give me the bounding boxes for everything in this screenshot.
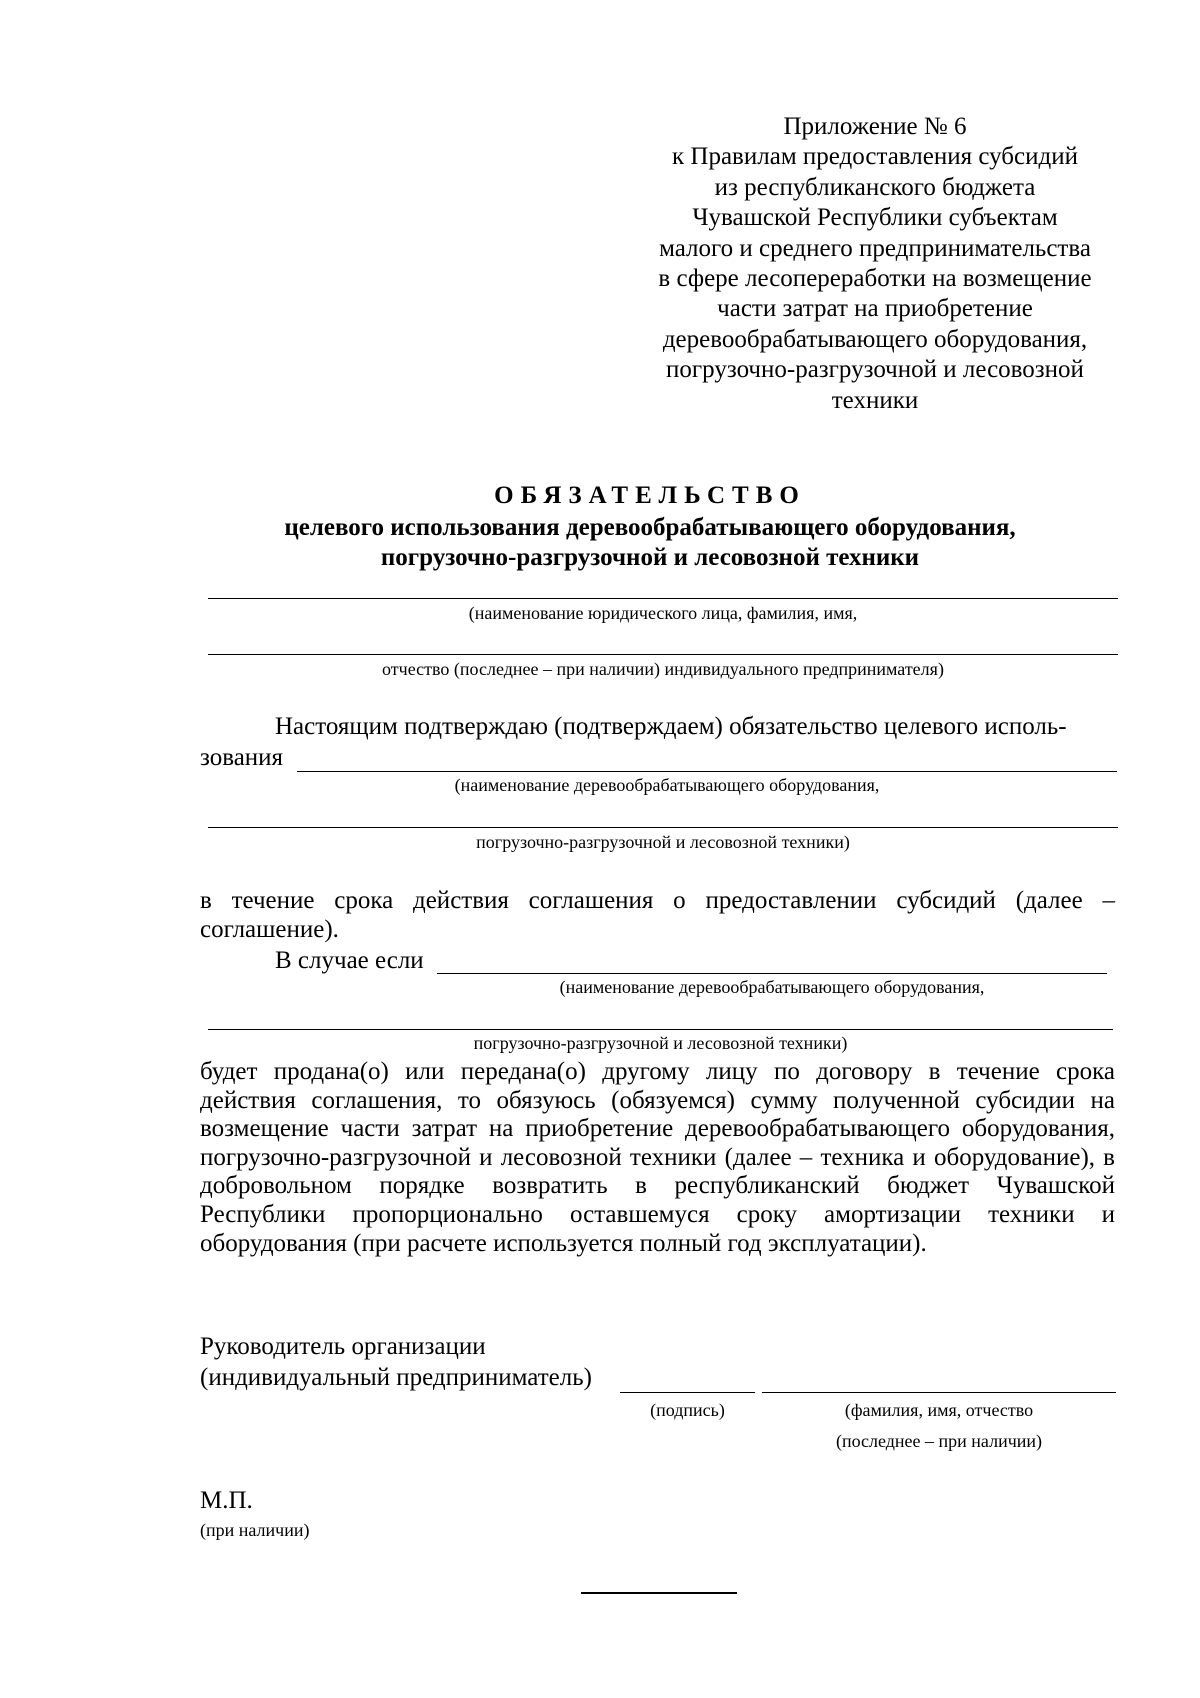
appendix-line: погрузочно-разгрузочной и лесовозной xyxy=(666,356,1084,384)
case-body-paragraph: будет продана(о) или передана(о) другому лицу по договору в течение срока действия соглашения, то обязуюсь (обязуемся) сумму полученной субсидии на возмещение части затрат на приобретение деревообрабатывающего оборудования, погрузочно-разгрузочной и лесовозной техники (далее – техника и оборудование), в добровольном порядке возвратить в республиканский бюджет Чувашской Республики пропорционально оставшемуся сроку амортизации техники и оборудования (при расчете используется полный год эксплуатации). xyxy=(200,1058,1115,1257)
entity-name-field-line-1[interactable] xyxy=(208,598,1118,599)
entity-name-caption-1: (наименование юридического лица, фамилия, имя, xyxy=(468,603,858,623)
appendix-header xyxy=(640,112,1110,416)
entity-name-field-line-2[interactable] xyxy=(208,654,1118,655)
equipment-caption-2: погрузочно-разгрузочной и лесовозной техники) xyxy=(476,832,850,852)
full-name-field-line[interactable] xyxy=(762,1392,1116,1393)
appendix-line: Приложение № 6 xyxy=(783,113,967,140)
stamp-note: (при наличии) xyxy=(200,1520,310,1540)
appendix-line: техники xyxy=(831,386,919,414)
appendix-line: деревообрабатывающего оборудования, xyxy=(662,325,1088,353)
appendix-line: малого и среднего предпринимательства xyxy=(659,234,1091,262)
equipment-field-line-1[interactable] xyxy=(297,771,1117,772)
document-title xyxy=(200,481,1100,573)
signature-role-line-1: Руководитель организации xyxy=(200,1333,486,1360)
appendix-line: части затрат на приобретение xyxy=(717,295,1033,323)
confirmation-line-1: Настоящим подтверждаю (подтверждаем) обязательство целевого исполь- xyxy=(275,713,1067,740)
case-prefix: В случае если xyxy=(275,947,424,974)
full-name-caption-2: (последнее – при наличии) xyxy=(835,1431,1043,1451)
full-name-caption-1: (фамилия, имя, отчество xyxy=(844,1400,1034,1420)
appendix-line: к Правилам предоставления субсидий xyxy=(672,143,1078,171)
signature-role-line-2: (индивидуальный предприниматель) xyxy=(200,1364,592,1391)
title-line-1: целевого использования деревообрабатывающего оборудования, xyxy=(284,514,1016,541)
case-equipment-caption-2: погрузочно-разгрузочной и лесовозной техники) xyxy=(473,1033,848,1053)
case-equipment-field-line-1[interactable] xyxy=(437,973,1107,974)
title-line-2: погрузочно-разгрузочной и лесовозной техники xyxy=(380,544,920,571)
equipment-caption-1: (наименование деревообрабатывающего оборудования, xyxy=(454,775,880,795)
equipment-field-line-2[interactable] xyxy=(208,827,1118,828)
signature-caption: (подпись) xyxy=(650,1400,725,1420)
footer-separator xyxy=(581,1592,737,1594)
case-equipment-caption-1: (наименование деревообрабатывающего оборудования, xyxy=(559,977,985,997)
title-heading: ОБЯЗАТЕЛЬСТВО xyxy=(494,482,806,509)
appendix-line: в сфере лесопереработки на возмещение xyxy=(658,265,1092,293)
confirmation-line-2-prefix: зования xyxy=(200,744,284,771)
stamp-label: М.П. xyxy=(200,1487,253,1514)
appendix-line: из республиканского бюджета xyxy=(714,173,1036,201)
confirmation-continuation: в течение срока действия соглашения о предоставлении субсидий (далее – соглашение). xyxy=(200,887,1115,943)
case-equipment-field-line-2[interactable] xyxy=(208,1029,1113,1030)
appendix-line: Чувашской Республики субъектам xyxy=(692,204,1058,232)
entity-name-caption-2: отчество (последнее – при наличии) индивидуального предпринимателя) xyxy=(382,659,944,679)
signature-field-line[interactable] xyxy=(620,1392,755,1393)
